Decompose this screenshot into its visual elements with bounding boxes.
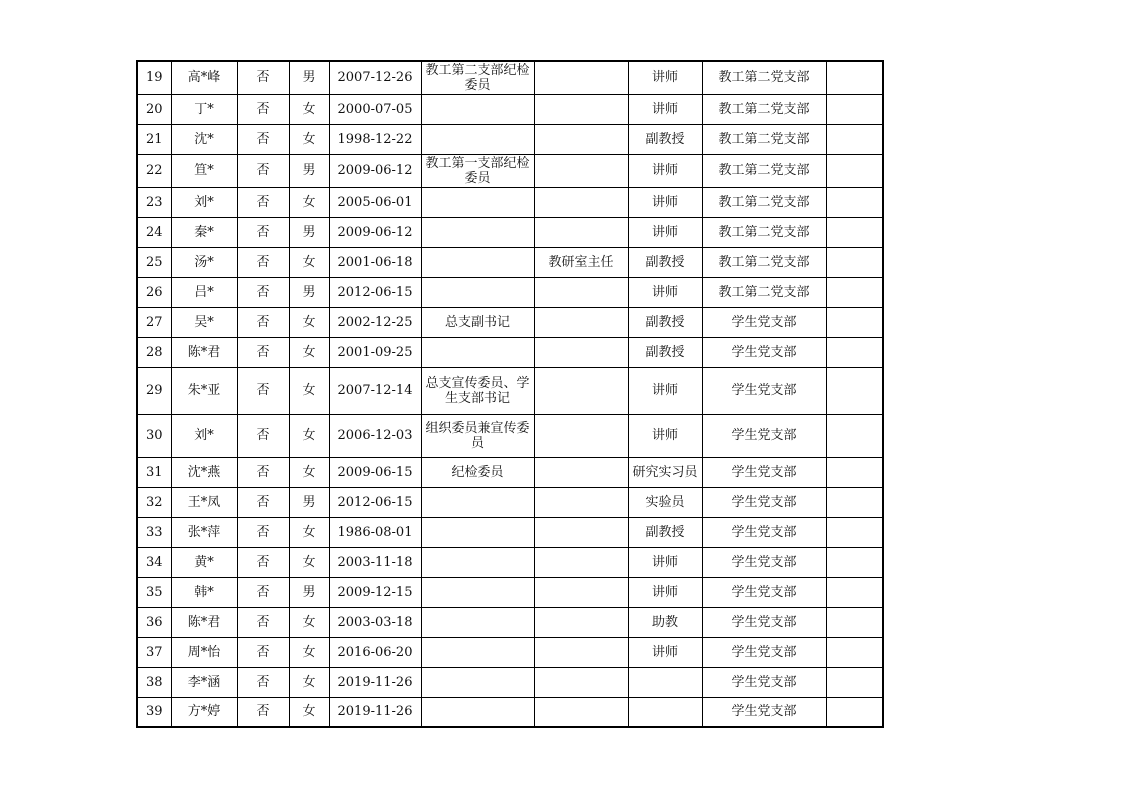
admin-post — [534, 187, 628, 217]
row-number: 21 — [137, 124, 171, 154]
member-name: 沈* — [171, 124, 237, 154]
note-cell — [826, 187, 883, 217]
sex-cell: 女 — [289, 517, 329, 547]
flag-cell: 否 — [237, 277, 289, 307]
row-number: 38 — [137, 667, 171, 697]
flag-cell: 否 — [237, 547, 289, 577]
job-title: 实验员 — [628, 487, 702, 517]
table-row — [137, 154, 883, 187]
table-row — [137, 94, 883, 124]
sex-cell: 女 — [289, 547, 329, 577]
join-date: 2009-06-12 — [329, 217, 421, 247]
admin-post — [534, 61, 628, 94]
party-post — [421, 697, 534, 727]
table-row — [137, 517, 883, 547]
join-date: 2002-12-25 — [329, 307, 421, 337]
row-number: 26 — [137, 277, 171, 307]
row-number: 33 — [137, 517, 171, 547]
job-title: 讲师 — [628, 217, 702, 247]
join-date: 2001-09-25 — [329, 337, 421, 367]
party-branch: 教工第二党支部 — [702, 94, 826, 124]
sex-cell: 女 — [289, 337, 329, 367]
party-branch: 学生党支部 — [702, 487, 826, 517]
note-cell — [826, 307, 883, 337]
sex-cell: 男 — [289, 61, 329, 94]
party-post — [421, 667, 534, 697]
admin-post: 教研室主任 — [534, 247, 628, 277]
sex-cell: 女 — [289, 247, 329, 277]
job-title: 讲师 — [628, 414, 702, 457]
admin-post — [534, 547, 628, 577]
row-number: 28 — [137, 337, 171, 367]
row-number: 19 — [137, 61, 171, 94]
join-date: 2003-11-18 — [329, 547, 421, 577]
party-branch: 学生党支部 — [702, 697, 826, 727]
job-title: 副教授 — [628, 517, 702, 547]
member-name: 高*峰 — [171, 61, 237, 94]
row-number: 36 — [137, 607, 171, 637]
party-post: 教工第一支部纪检委员 — [421, 154, 534, 187]
note-cell — [826, 94, 883, 124]
party-post — [421, 277, 534, 307]
admin-post — [534, 414, 628, 457]
table-row — [137, 607, 883, 637]
flag-cell: 否 — [237, 124, 289, 154]
party-branch: 学生党支部 — [702, 414, 826, 457]
sex-cell: 女 — [289, 94, 329, 124]
flag-cell: 否 — [237, 637, 289, 667]
party-branch: 教工第二党支部 — [702, 247, 826, 277]
join-date: 2012-06-15 — [329, 487, 421, 517]
row-number: 34 — [137, 547, 171, 577]
party-branch: 学生党支部 — [702, 667, 826, 697]
note-cell — [826, 577, 883, 607]
flag-cell: 否 — [237, 94, 289, 124]
table-row — [137, 247, 883, 277]
row-number: 20 — [137, 94, 171, 124]
member-name: 张*萍 — [171, 517, 237, 547]
party-post — [421, 337, 534, 367]
member-name: 吕* — [171, 277, 237, 307]
flag-cell: 否 — [237, 307, 289, 337]
note-cell — [826, 457, 883, 487]
job-title: 研究实习员 — [628, 457, 702, 487]
note-cell — [826, 637, 883, 667]
join-date: 2006-12-03 — [329, 414, 421, 457]
party-branch: 学生党支部 — [702, 457, 826, 487]
admin-post — [534, 337, 628, 367]
party-branch: 教工第二党支部 — [702, 217, 826, 247]
table-row — [137, 367, 883, 414]
sex-cell: 女 — [289, 124, 329, 154]
job-title: 助教 — [628, 607, 702, 637]
sex-cell: 男 — [289, 217, 329, 247]
table-body — [137, 61, 883, 727]
member-name: 周*怡 — [171, 637, 237, 667]
party-branch: 教工第二党支部 — [702, 61, 826, 94]
row-number: 39 — [137, 697, 171, 727]
note-cell — [826, 217, 883, 247]
party-branch: 教工第二党支部 — [702, 187, 826, 217]
party-branch: 学生党支部 — [702, 637, 826, 667]
party-post: 总支副书记 — [421, 307, 534, 337]
member-name: 黄* — [171, 547, 237, 577]
note-cell — [826, 154, 883, 187]
party-post — [421, 217, 534, 247]
sex-cell: 女 — [289, 667, 329, 697]
party-post: 纪检委员 — [421, 457, 534, 487]
job-title: 讲师 — [628, 577, 702, 607]
sex-cell: 女 — [289, 607, 329, 637]
sex-cell: 男 — [289, 487, 329, 517]
flag-cell: 否 — [237, 517, 289, 547]
party-post: 总支宣传委员、学生支部书记 — [421, 367, 534, 414]
member-name: 丁* — [171, 94, 237, 124]
join-date: 1986-08-01 — [329, 517, 421, 547]
table-row — [137, 124, 883, 154]
job-title: 讲师 — [628, 367, 702, 414]
job-title: 讲师 — [628, 154, 702, 187]
party-branch: 教工第二党支部 — [702, 124, 826, 154]
table-row — [137, 487, 883, 517]
party-branch: 教工第二党支部 — [702, 277, 826, 307]
admin-post — [534, 667, 628, 697]
party-branch: 学生党支部 — [702, 577, 826, 607]
member-table — [136, 60, 884, 728]
member-name: 韩* — [171, 577, 237, 607]
party-branch: 学生党支部 — [702, 307, 826, 337]
party-post: 教工第二支部纪检委员 — [421, 61, 534, 94]
job-title: 讲师 — [628, 187, 702, 217]
note-cell — [826, 547, 883, 577]
sex-cell: 男 — [289, 277, 329, 307]
job-title: 讲师 — [628, 61, 702, 94]
table-row — [137, 414, 883, 457]
job-title — [628, 667, 702, 697]
row-number: 31 — [137, 457, 171, 487]
party-post — [421, 247, 534, 277]
member-name: 汤* — [171, 247, 237, 277]
member-name: 笪* — [171, 154, 237, 187]
join-date: 2000-07-05 — [329, 94, 421, 124]
note-cell — [826, 697, 883, 727]
table-row — [137, 307, 883, 337]
sex-cell: 男 — [289, 154, 329, 187]
job-title: 讲师 — [628, 547, 702, 577]
row-number: 27 — [137, 307, 171, 337]
job-title: 副教授 — [628, 247, 702, 277]
admin-post — [534, 217, 628, 247]
table-row — [137, 667, 883, 697]
row-number: 35 — [137, 577, 171, 607]
note-cell — [826, 667, 883, 697]
member-name: 沈*燕 — [171, 457, 237, 487]
join-date: 2009-12-15 — [329, 577, 421, 607]
member-name: 陈*君 — [171, 337, 237, 367]
row-number: 22 — [137, 154, 171, 187]
flag-cell: 否 — [237, 414, 289, 457]
flag-cell: 否 — [237, 247, 289, 277]
row-number: 37 — [137, 637, 171, 667]
member-name: 陈*君 — [171, 607, 237, 637]
note-cell — [826, 414, 883, 457]
admin-post — [534, 517, 628, 547]
note-cell — [826, 247, 883, 277]
admin-post — [534, 124, 628, 154]
party-branch: 学生党支部 — [702, 367, 826, 414]
admin-post — [534, 637, 628, 667]
note-cell — [826, 607, 883, 637]
party-branch: 学生党支部 — [702, 517, 826, 547]
admin-post — [534, 697, 628, 727]
party-post — [421, 577, 534, 607]
admin-post — [534, 457, 628, 487]
job-title: 副教授 — [628, 307, 702, 337]
note-cell — [826, 277, 883, 307]
join-date: 2019-11-26 — [329, 697, 421, 727]
join-date: 2009-06-12 — [329, 154, 421, 187]
party-post — [421, 607, 534, 637]
flag-cell: 否 — [237, 577, 289, 607]
admin-post — [534, 277, 628, 307]
member-name: 王*凤 — [171, 487, 237, 517]
admin-post — [534, 367, 628, 414]
flag-cell: 否 — [237, 61, 289, 94]
job-title: 讲师 — [628, 637, 702, 667]
note-cell — [826, 487, 883, 517]
join-date: 2012-06-15 — [329, 277, 421, 307]
sex-cell: 女 — [289, 367, 329, 414]
join-date: 2019-11-26 — [329, 667, 421, 697]
join-date: 2005-06-01 — [329, 187, 421, 217]
member-name: 朱*亚 — [171, 367, 237, 414]
table-row — [137, 217, 883, 247]
note-cell — [826, 124, 883, 154]
row-number: 23 — [137, 187, 171, 217]
admin-post — [534, 307, 628, 337]
party-post: 组织委员兼宣传委员 — [421, 414, 534, 457]
row-number: 30 — [137, 414, 171, 457]
note-cell — [826, 367, 883, 414]
job-title: 副教授 — [628, 124, 702, 154]
party-post — [421, 94, 534, 124]
table-row — [137, 277, 883, 307]
sex-cell: 女 — [289, 307, 329, 337]
row-number: 24 — [137, 217, 171, 247]
flag-cell: 否 — [237, 667, 289, 697]
sex-cell: 女 — [289, 187, 329, 217]
flag-cell: 否 — [237, 337, 289, 367]
sex-cell: 女 — [289, 414, 329, 457]
admin-post — [534, 577, 628, 607]
party-post — [421, 637, 534, 667]
flag-cell: 否 — [237, 367, 289, 414]
member-name: 李*涵 — [171, 667, 237, 697]
admin-post — [534, 607, 628, 637]
join-date: 2009-06-15 — [329, 457, 421, 487]
table-row — [137, 457, 883, 487]
job-title: 讲师 — [628, 277, 702, 307]
note-cell — [826, 517, 883, 547]
sex-cell: 女 — [289, 697, 329, 727]
member-name: 吴* — [171, 307, 237, 337]
table-row — [137, 697, 883, 727]
table-row — [137, 547, 883, 577]
job-title: 讲师 — [628, 94, 702, 124]
admin-post — [534, 487, 628, 517]
job-title: 副教授 — [628, 337, 702, 367]
table-row — [137, 61, 883, 94]
sex-cell: 女 — [289, 637, 329, 667]
join-date: 2001-06-18 — [329, 247, 421, 277]
party-post — [421, 547, 534, 577]
join-date: 2007-12-14 — [329, 367, 421, 414]
row-number: 25 — [137, 247, 171, 277]
party-post — [421, 187, 534, 217]
party-branch: 学生党支部 — [702, 337, 826, 367]
party-branch: 教工第二党支部 — [702, 154, 826, 187]
row-number: 32 — [137, 487, 171, 517]
sex-cell: 男 — [289, 577, 329, 607]
flag-cell: 否 — [237, 187, 289, 217]
note-cell — [826, 61, 883, 94]
admin-post — [534, 154, 628, 187]
join-date: 2003-03-18 — [329, 607, 421, 637]
flag-cell: 否 — [237, 217, 289, 247]
join-date: 2007-12-26 — [329, 61, 421, 94]
admin-post — [534, 94, 628, 124]
member-name: 方*婷 — [171, 697, 237, 727]
party-branch: 学生党支部 — [702, 547, 826, 577]
member-name: 刘* — [171, 414, 237, 457]
job-title — [628, 697, 702, 727]
party-post — [421, 517, 534, 547]
join-date: 2016-06-20 — [329, 637, 421, 667]
sex-cell: 女 — [289, 457, 329, 487]
party-branch: 学生党支部 — [702, 607, 826, 637]
table-row — [137, 577, 883, 607]
member-name: 秦* — [171, 217, 237, 247]
row-number: 29 — [137, 367, 171, 414]
note-cell — [826, 337, 883, 367]
table-row — [137, 637, 883, 667]
party-post — [421, 487, 534, 517]
flag-cell: 否 — [237, 607, 289, 637]
flag-cell: 否 — [237, 487, 289, 517]
table-row — [137, 337, 883, 367]
join-date: 1998-12-22 — [329, 124, 421, 154]
member-name: 刘* — [171, 187, 237, 217]
table-row — [137, 187, 883, 217]
party-post — [421, 124, 534, 154]
flag-cell: 否 — [237, 457, 289, 487]
flag-cell: 否 — [237, 154, 289, 187]
flag-cell: 否 — [237, 697, 289, 727]
